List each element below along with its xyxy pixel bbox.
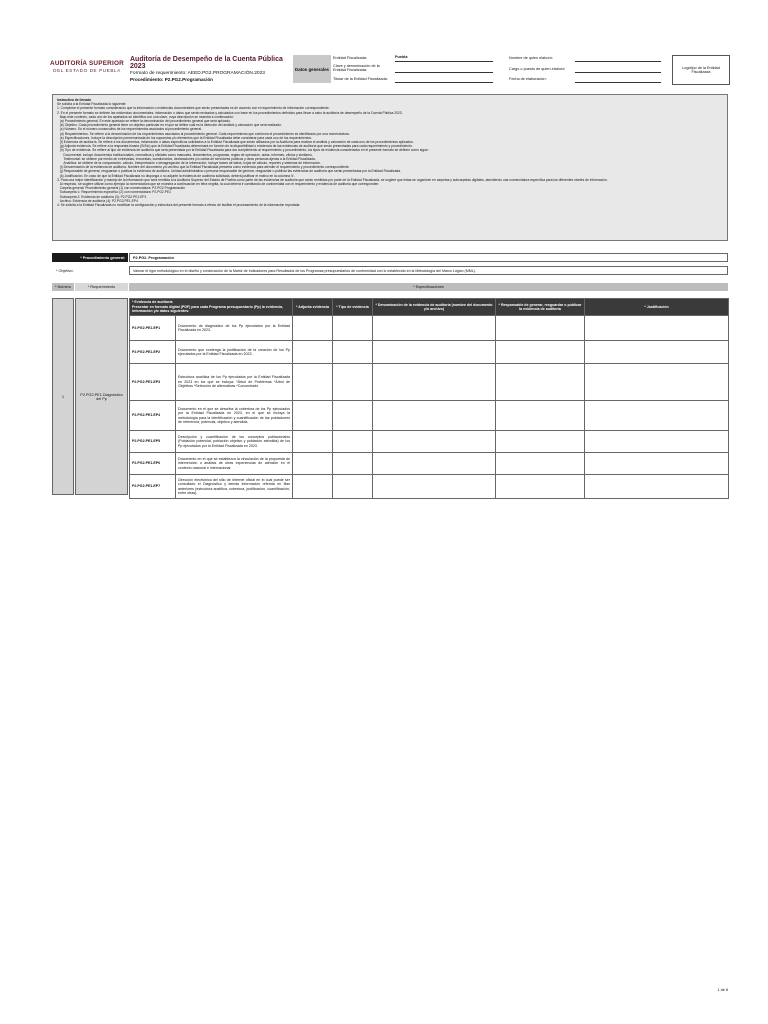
objective-label: * Objetivo:	[56, 268, 74, 273]
document-title: Auditoría de Desempeño de la Cuenta Pública 2023	[130, 56, 283, 70]
responsible-header: * Responsable de generar, resguardar o publicar la evidencia de auditoría	[496, 299, 585, 316]
instruction-line: (c) Número. Es el número consecutivo de los requerimientos asociados al procedimiento general.	[57, 127, 202, 132]
elaborator-label: Nombre de quien elaboró:	[509, 56, 553, 60]
evidence-description: Documento en el que se describa la cobertura de los Pp ejecutados por la Entidad Fiscalizada en 2023, en el que se incluya la metodología para la identificación y cuantificación de las poblaciones de referencia, potencial, objetivo y atendida.	[176, 401, 293, 431]
number-column-header: * Número	[52, 283, 74, 291]
responsible-cell[interactable]	[496, 401, 585, 431]
name-cell[interactable]	[373, 316, 496, 341]
general-data-label: Datos generales	[293, 55, 331, 83]
attached-header: * Adjunta evidencia	[293, 299, 333, 316]
responsible-cell[interactable]	[496, 431, 585, 453]
evidence-description: Estructura analítica de los Pp ejecutados por la Entidad Fiscalizada en 2023 en los que se incluya: *Árbol de Problemas *Árbol de Objetivos *Selección de alternativas *Concentrado	[176, 364, 293, 401]
name-cell[interactable]	[373, 364, 496, 401]
evidence-code: P2.PG2.PE1.EP7	[130, 475, 176, 499]
attached-cell[interactable]	[293, 401, 333, 431]
responsible-cell[interactable]	[496, 316, 585, 341]
evidence-table	[129, 298, 729, 499]
position-label: Cargo o puesto de quien elaboró:	[509, 67, 566, 71]
instructions-list	[57, 106, 723, 207]
requirement-column-header: * Requerimiento	[75, 283, 128, 291]
attached-cell[interactable]	[293, 316, 333, 341]
elaborator-field[interactable]	[575, 55, 661, 62]
document-title-block	[130, 56, 292, 82]
evidence-table-header	[130, 299, 729, 316]
requirement-name: P2.PG2.PE1 Diagnóstico del Pp	[75, 298, 128, 495]
name-header: * Denominación de la evidencia de auditoría (nombre del documento y/o archivo)	[373, 299, 496, 316]
evidence-description: Documento que contenga la justificación de la creación de los Pp ejecutados por la Entidad Fiscalizada en 2023.	[176, 341, 293, 364]
evidence-description: Documento en el que se establezca la vinculación de la propuesta de intervención o análisis de otras experiencias de atención en el contexto nacional e internacional.	[176, 453, 293, 475]
attached-cell[interactable]	[293, 453, 333, 475]
evidence-table-body	[130, 316, 729, 499]
table-row	[130, 401, 729, 431]
instruction-line: Testimonial: se obtiene por medio de entrevistas, encuestas, cuestionarios, declaraciones y/o cartas de servidores públicos y otras personas ajenas a la Entidad Fiscalizada.	[57, 156, 316, 161]
name-cell[interactable]	[373, 401, 496, 431]
instruction-line: Al respecto, se sugiere utilizar como ejemplo la nomenclatura que se muestra a continuación en letra negrita, la cual deberá ir cambiando de conformidad con el requerimiento y evidencia de auditoría que corresponden:	[57, 182, 380, 187]
attached-cell[interactable]	[293, 341, 333, 364]
evidence-header	[130, 299, 293, 316]
responsible-cell[interactable]	[496, 364, 585, 401]
justification-header: * Justificación	[585, 299, 729, 316]
specifications-column-header: * Especificaciones	[129, 283, 728, 291]
name-cell[interactable]	[373, 475, 496, 499]
entity-logo-placeholder: Logotipo de la Entidad Fiscalizada	[672, 55, 730, 85]
evidence-header-title: * Evidencia de auditoría	[132, 300, 173, 305]
instruction-line: (h) Tipo de evidencia. Se refiere al tipo de evidencia de auditoría que será presentada por la Entidad Fiscalizada para dar cumplimiento al requerimiento y procedimiento; los tipos de evidencia considerados en el presente formato se definen como sigue:	[57, 148, 429, 153]
instruction-line: Analítica: se obtiene de la comparación, cálculo, interpretación o desagregación de la información; incluye bases de datos, hojas de cálculo, reportes y sistemas de información.	[57, 161, 321, 166]
page-number: 1 de 8	[717, 988, 728, 992]
name-cell[interactable]	[373, 341, 496, 364]
evidence-code: P2.PG2.PE1.EP3	[130, 364, 176, 401]
evidence-code: P2.PG2.PE1.EP5	[130, 431, 176, 453]
instruction-line: Bajo este contexto, cada uno de los apartados se identifica con una clave, cuya descripción se muestra a continuación:	[57, 114, 234, 119]
evidence-code: P2.PG2.PE1.EP2	[130, 341, 176, 364]
attached-cell[interactable]	[293, 475, 333, 499]
justification-cell[interactable]	[585, 364, 729, 401]
instruction-line: (b) Objetivo. Cada procedimiento general tiene un objetivo particular en el que se define cuál es la intención del análisis y valoración que será realizado.	[57, 123, 282, 128]
evidence-description: Dirección electrónica del sitio de Internet oficial en el cual puede ser consultado el Diagnóstico y demás información referida en filas anteriores (estructura analítica, cobertura, justificación, cuantificación, entre otras).	[176, 475, 293, 499]
attached-cell[interactable]	[293, 431, 333, 453]
name-cell[interactable]	[373, 431, 496, 453]
instruction-line: (i) Denominación de la evidencia de auditoría. Nombre del documento y/o archivo que la Entidad Fiscalizada presenta como evidencia para atender el requerimiento y procedimiento correspondiente.	[57, 165, 350, 170]
type-cell[interactable]	[333, 475, 373, 499]
general-procedure-value: P2.PG2. Programación	[129, 253, 728, 262]
date-field[interactable]	[575, 76, 661, 83]
evidence-description: Documento de diagnóstico de los Pp ejecutados por la Entidad Fiscalizada en 2023.	[176, 316, 293, 341]
instruction-line: Subcarpeta 1: Requerimiento específico (2) con nomenclatura: P2.PG2.PE1	[57, 190, 171, 195]
requirement-number: 1	[52, 298, 74, 495]
table-row	[130, 431, 729, 453]
instruction-line: (d) Requerimientos. Se refiere a la denominación de los requerimientos asociados al procedimiento general. Cada requerimiento que conforma el procedimiento es identificado por una nomenclatura.	[57, 131, 350, 136]
general-procedure-label: * Procedimiento general:	[52, 253, 128, 262]
instruction-line: (k) Justificación. En caso de que la Entidad Fiscalizada no disponga o no adjunte la evidencia de auditoría solicitada, deberá justificar el motivo en la columna 'k'.	[57, 173, 295, 178]
table-row	[130, 316, 729, 341]
table-row	[130, 341, 729, 364]
head-label: Titular de la Entidad Fiscalizada:	[333, 77, 388, 81]
type-header: * Tipo de evidencia	[333, 299, 373, 316]
evidence-description: Descripción y cuantificación de los conceptos poblacionales (Población potencial, población objetivo y población atendida) de los Pp ejecutados por la Entidad Fiscalizada en 2023.	[176, 431, 293, 453]
justification-cell[interactable]	[585, 431, 729, 453]
instruction-line: Subcarpeta 2: Evidencia de auditoría (3): P2.PG2.PE1.EP1	[57, 194, 147, 199]
head-field[interactable]	[395, 76, 493, 83]
justification-cell[interactable]	[585, 316, 729, 341]
objective-value: Valorar el rigor metodológico en el diseño y construcción de la Matriz de Indicadores para Resultados de los Programas presupuestarios de conformidad con lo establecido en la Metodología del Marco Lógico (MML).	[129, 266, 728, 275]
instruction-line: (f) Evidencia de auditoría. Se refiere a los documentos, información o datos específicos solicitados a la Entidad Fiscalizada que serán utilizados por la Auditoría para realizar el análisis y valoración de cada uno de los procedimientos aplicados.	[57, 140, 414, 145]
type-cell[interactable]	[333, 341, 373, 364]
instruction-line: (g) Adjunta evidencia. Se refiere a la respuesta binaria (Sí/No) que la Entidad Fiscalizada determinará en función de la disponibilidad o existencia de las evidencias de auditoría que serán presentadas para cada requerimiento y procedimiento.	[57, 144, 413, 149]
instructions-subheading: Se solicita a la Entidad Fiscalizada lo siguiente:	[57, 102, 127, 107]
instruction-line: Documental: incluye documentos institucionales, normativos y oficiales como manuales, lineamientos, programas, reglas de operación, actas, informes, oficios y similares.	[57, 152, 313, 157]
instruction-line: (j) Responsable de generar, resguardar o publicar la evidencia de auditoría. Unidad administrativa o persona responsable de generar, resguardar o publicar las evidencias de auditoría que serán presentadas por la Entidad Fiscalizada.	[57, 169, 402, 174]
format-line: Formato de requerimiento: AEED.PG2.PROGRAMACIÓN.2023	[130, 71, 265, 76]
responsible-cell[interactable]	[496, 341, 585, 364]
entity-field[interactable]: Puebla	[395, 55, 493, 62]
evidence-header-sub: Presentar en formato digital (PDF) para cada Programa presupuestario (Pp) la evidencia, información y/o datos siguientes:	[132, 304, 284, 314]
name-cell[interactable]	[373, 453, 496, 475]
responsible-cell[interactable]	[496, 453, 585, 475]
instruction-line: Carpeta general: Procedimiento general (1) con nomenclatura: P2.PG2.Programación	[57, 186, 186, 191]
evidence-code: P2.PG2.PE1.EP6	[130, 453, 176, 475]
procedure-line: Procedimiento: P2.PG2.Programación	[130, 77, 213, 82]
evidence-code: P2.PG2.PE1.EP4	[130, 401, 176, 431]
justification-cell[interactable]	[585, 341, 729, 364]
date-label: Fecha de elaboración:	[509, 77, 547, 81]
justification-cell[interactable]	[585, 401, 729, 431]
org-name: AUDITORÍA SUPERIOR	[50, 60, 124, 67]
key-field[interactable]	[395, 66, 493, 73]
org-subname: DEL ESTADO DE PUEBLA	[53, 68, 121, 73]
instructions-heading: Instructivo de llenado	[57, 98, 92, 102]
instructions-panel	[52, 94, 728, 241]
type-cell[interactable]	[333, 431, 373, 453]
table-row	[130, 364, 729, 401]
instruction-line: 2. En el presente formato se definen las evidencias documentales, información o datos que serán revisados y calculados con base en los procedimientos definidos para llevar a cabo la auditoría de desempeño de la Cuenta Pública 2023.	[57, 110, 403, 115]
responsible-cell[interactable]	[496, 475, 585, 499]
type-cell[interactable]	[333, 453, 373, 475]
evidence-code: P2.PG2.PE1.EP1	[130, 316, 176, 341]
type-cell[interactable]	[333, 316, 373, 341]
asep-logo	[48, 60, 126, 73]
instruction-line: 1. Completar el presente formato considerando que la información o evidencias documentales que serán presentadas es de acuerdo con el requerimiento de información correspondiente.	[57, 106, 330, 111]
table-row	[130, 475, 729, 499]
table-row	[130, 453, 729, 475]
justification-cell[interactable]	[585, 453, 729, 475]
attached-cell[interactable]	[293, 364, 333, 401]
type-cell[interactable]	[333, 401, 373, 431]
position-field[interactable]	[575, 66, 661, 73]
instruction-line: 3. Para una mejor identificación y manejo de la información que será remitida a la Auditoría Superior del Estado de Puebla como parte de las evidencias de auditoría que serán remitidas por parte de la Entidad Fiscalizada, se sugiere que éstas se organicen en carpetas y subcarpetas digitales, atendiendo una nomenclatura específica para los diferentes niveles de información.	[57, 177, 608, 182]
entity-label: Entidad Fiscalizada:	[333, 56, 367, 60]
instruction-line: (e) Especificaciones. Incluye la descripción pormenorizada de los supuestos y/o elementos que la Entidad Fiscalizada debe considerar para cada uno de los requerimientos.	[57, 135, 312, 140]
instruction-line: (a) Procedimiento general. En este apartado se refiere la denominación del procedimiento general que será aplicado.	[57, 119, 231, 124]
instruction-line: 4. Se solicita a la Entidad Fiscalizada no modificar la configuración y estructura del presente formato a efecto de facilitar el procesamiento de la información reportada.	[57, 203, 301, 208]
type-cell[interactable]	[333, 364, 373, 401]
instruction-line: Archivo: Evidencia de auditoría (4): P2.PG2.PE1.EP4	[57, 198, 138, 203]
justification-cell[interactable]	[585, 475, 729, 499]
key-label: Clave y denominación de la Entidad Fiscalizada:	[333, 64, 380, 73]
